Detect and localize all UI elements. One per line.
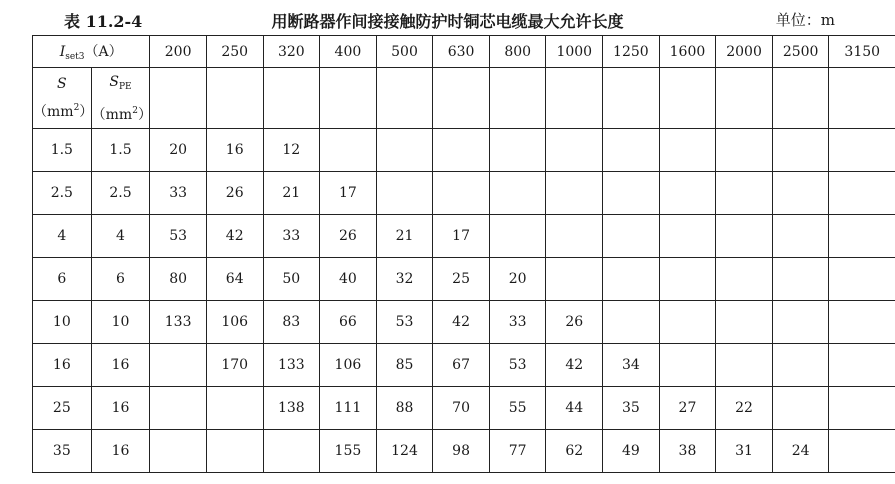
current-header-cell: 400 xyxy=(320,36,377,68)
length-cell: 17 xyxy=(320,172,377,215)
length-cell xyxy=(659,301,716,344)
length-cell: 98 xyxy=(433,430,490,473)
length-cell xyxy=(716,172,773,215)
length-cell xyxy=(659,215,716,258)
blank-header-cell xyxy=(603,68,660,129)
length-cell xyxy=(716,301,773,344)
length-cell xyxy=(376,172,433,215)
length-cell: 66 xyxy=(320,301,377,344)
cable-length-table xyxy=(32,35,895,473)
spe-cell: 2.5 xyxy=(91,172,150,215)
length-cell: 26 xyxy=(206,172,263,215)
s-cell: 35 xyxy=(33,430,92,473)
length-cell xyxy=(716,215,773,258)
length-cell: 155 xyxy=(320,430,377,473)
blank-header-cell xyxy=(489,68,546,129)
length-cell: 53 xyxy=(150,215,207,258)
length-cell xyxy=(772,301,829,344)
length-cell xyxy=(659,129,716,172)
length-cell: 33 xyxy=(263,215,320,258)
length-cell: 83 xyxy=(263,301,320,344)
table-title: 用断路器作间接接触防护时铜芯电缆最大允许长度 xyxy=(271,12,624,31)
length-cell: 53 xyxy=(376,301,433,344)
length-cell: 85 xyxy=(376,344,433,387)
length-cell: 25 xyxy=(433,258,490,301)
s-cell: 4 xyxy=(33,215,92,258)
length-cell xyxy=(546,129,603,172)
table-header xyxy=(0,7,895,33)
length-cell xyxy=(603,301,660,344)
current-header-cell: 200 xyxy=(150,36,207,68)
length-cell: 42 xyxy=(206,215,263,258)
length-cell: 27 xyxy=(659,387,716,430)
blank-header-cell xyxy=(206,68,263,129)
length-cell xyxy=(772,215,829,258)
current-header-cell: 2500 xyxy=(772,36,829,68)
length-cell: 32 xyxy=(376,258,433,301)
length-cell xyxy=(150,344,207,387)
length-cell xyxy=(433,172,490,215)
table-row xyxy=(33,301,895,344)
length-cell xyxy=(716,129,773,172)
blank-header-cell xyxy=(433,68,490,129)
length-cell xyxy=(829,301,895,344)
length-cell: 124 xyxy=(376,430,433,473)
length-cell: 20 xyxy=(150,129,207,172)
length-cell: 33 xyxy=(489,301,546,344)
length-cell: 42 xyxy=(546,344,603,387)
blank-header-cell xyxy=(263,68,320,129)
s-header-cell: S $(mm^2)$ xyxy=(33,68,92,129)
length-cell: 170 xyxy=(206,344,263,387)
current-header-cell: 1000 xyxy=(546,36,603,68)
length-cell: 53 xyxy=(489,344,546,387)
length-cell xyxy=(829,172,895,215)
area-header-row xyxy=(33,68,895,129)
length-cell: 50 xyxy=(263,258,320,301)
s-cell: 16 xyxy=(33,344,92,387)
unit-label: 单位：m xyxy=(775,11,835,29)
blank-header-cell xyxy=(546,68,603,129)
blank-header-cell xyxy=(150,68,207,129)
table-row xyxy=(33,172,895,215)
blank-header-cell xyxy=(659,68,716,129)
length-cell xyxy=(206,430,263,473)
spe-cell: 1.5 xyxy=(91,129,150,172)
blank-header-cell xyxy=(829,68,895,129)
length-cell: 21 xyxy=(263,172,320,215)
length-cell: 70 xyxy=(433,387,490,430)
length-cell: 44 xyxy=(546,387,603,430)
current-header-cell: 250 xyxy=(206,36,263,68)
length-cell xyxy=(659,344,716,387)
spe-cell: 16 xyxy=(91,344,150,387)
length-cell: 35 xyxy=(603,387,660,430)
length-cell: 64 xyxy=(206,258,263,301)
length-cell xyxy=(716,258,773,301)
s-cell: 6 xyxy=(33,258,92,301)
iset-header-cell: $I_{set3}(A)$ xyxy=(33,36,150,68)
spe-cell: 10 xyxy=(91,301,150,344)
length-cell: 20 xyxy=(489,258,546,301)
table-row xyxy=(33,387,895,430)
length-cell xyxy=(489,172,546,215)
length-cell xyxy=(659,172,716,215)
length-cell: 77 xyxy=(489,430,546,473)
blank-header-cell xyxy=(716,68,773,129)
length-cell xyxy=(772,258,829,301)
length-cell xyxy=(772,387,829,430)
length-cell xyxy=(716,344,773,387)
length-cell xyxy=(659,258,716,301)
length-cell: 133 xyxy=(263,344,320,387)
length-cell xyxy=(546,258,603,301)
table-number: 表 11.2-4 xyxy=(64,12,143,31)
length-cell xyxy=(546,215,603,258)
length-cell xyxy=(150,430,207,473)
length-cell xyxy=(829,215,895,258)
length-cell xyxy=(772,344,829,387)
length-cell: 31 xyxy=(716,430,773,473)
length-cell: 26 xyxy=(320,215,377,258)
s-cell: 1.5 xyxy=(33,129,92,172)
length-cell: 22 xyxy=(716,387,773,430)
length-cell xyxy=(829,387,895,430)
current-header-cell: 500 xyxy=(376,36,433,68)
length-cell: 26 xyxy=(546,301,603,344)
current-header-row xyxy=(33,36,895,68)
length-cell xyxy=(433,129,490,172)
blank-header-cell xyxy=(772,68,829,129)
length-cell: 21 xyxy=(376,215,433,258)
length-cell xyxy=(829,430,895,473)
length-cell: 34 xyxy=(603,344,660,387)
spe-cell: 16 xyxy=(91,430,150,473)
spe-cell: 4 xyxy=(91,215,150,258)
length-cell: 42 xyxy=(433,301,490,344)
length-cell xyxy=(603,172,660,215)
s-cell: 10 xyxy=(33,301,92,344)
spe-header-cell: $S_{PE}$ $(mm^2)$ xyxy=(91,68,150,129)
table-row xyxy=(33,129,895,172)
length-cell xyxy=(150,387,207,430)
length-cell xyxy=(320,129,377,172)
current-header-cell: 800 xyxy=(489,36,546,68)
length-cell xyxy=(603,258,660,301)
current-header-cell: 630 xyxy=(433,36,490,68)
spe-cell: 16 xyxy=(91,387,150,430)
table-row xyxy=(33,258,895,301)
length-cell: 133 xyxy=(150,301,207,344)
length-cell xyxy=(206,387,263,430)
length-cell xyxy=(829,258,895,301)
length-cell: 138 xyxy=(263,387,320,430)
current-header-cell: 1600 xyxy=(659,36,716,68)
s-cell: 2.5 xyxy=(33,172,92,215)
length-cell: 40 xyxy=(320,258,377,301)
length-cell: 55 xyxy=(489,387,546,430)
length-cell: 106 xyxy=(206,301,263,344)
length-cell: 12 xyxy=(263,129,320,172)
length-cell: 62 xyxy=(546,430,603,473)
length-cell xyxy=(603,129,660,172)
length-cell xyxy=(376,129,433,172)
length-cell: 88 xyxy=(376,387,433,430)
current-header-cell: 2000 xyxy=(716,36,773,68)
table-row xyxy=(33,430,895,473)
length-cell: 38 xyxy=(659,430,716,473)
length-cell xyxy=(489,215,546,258)
length-cell xyxy=(489,129,546,172)
length-cell: 80 xyxy=(150,258,207,301)
spe-cell: 6 xyxy=(91,258,150,301)
table-row xyxy=(33,344,895,387)
length-cell: 16 xyxy=(206,129,263,172)
length-cell: 111 xyxy=(320,387,377,430)
length-cell xyxy=(603,215,660,258)
length-cell: 33 xyxy=(150,172,207,215)
length-cell: 49 xyxy=(603,430,660,473)
length-cell: 17 xyxy=(433,215,490,258)
current-header-cell: 320 xyxy=(263,36,320,68)
blank-header-cell xyxy=(320,68,377,129)
length-cell xyxy=(772,129,829,172)
length-cell xyxy=(772,172,829,215)
length-cell xyxy=(546,172,603,215)
length-cell xyxy=(263,430,320,473)
blank-header-cell xyxy=(376,68,433,129)
s-cell: 25 xyxy=(33,387,92,430)
length-cell xyxy=(829,129,895,172)
length-cell xyxy=(829,344,895,387)
length-cell: 67 xyxy=(433,344,490,387)
length-cell: 106 xyxy=(320,344,377,387)
current-header-cell: 3150 xyxy=(829,36,895,68)
table-row xyxy=(33,215,895,258)
current-header-cell: 1250 xyxy=(603,36,660,68)
length-cell: 24 xyxy=(772,430,829,473)
